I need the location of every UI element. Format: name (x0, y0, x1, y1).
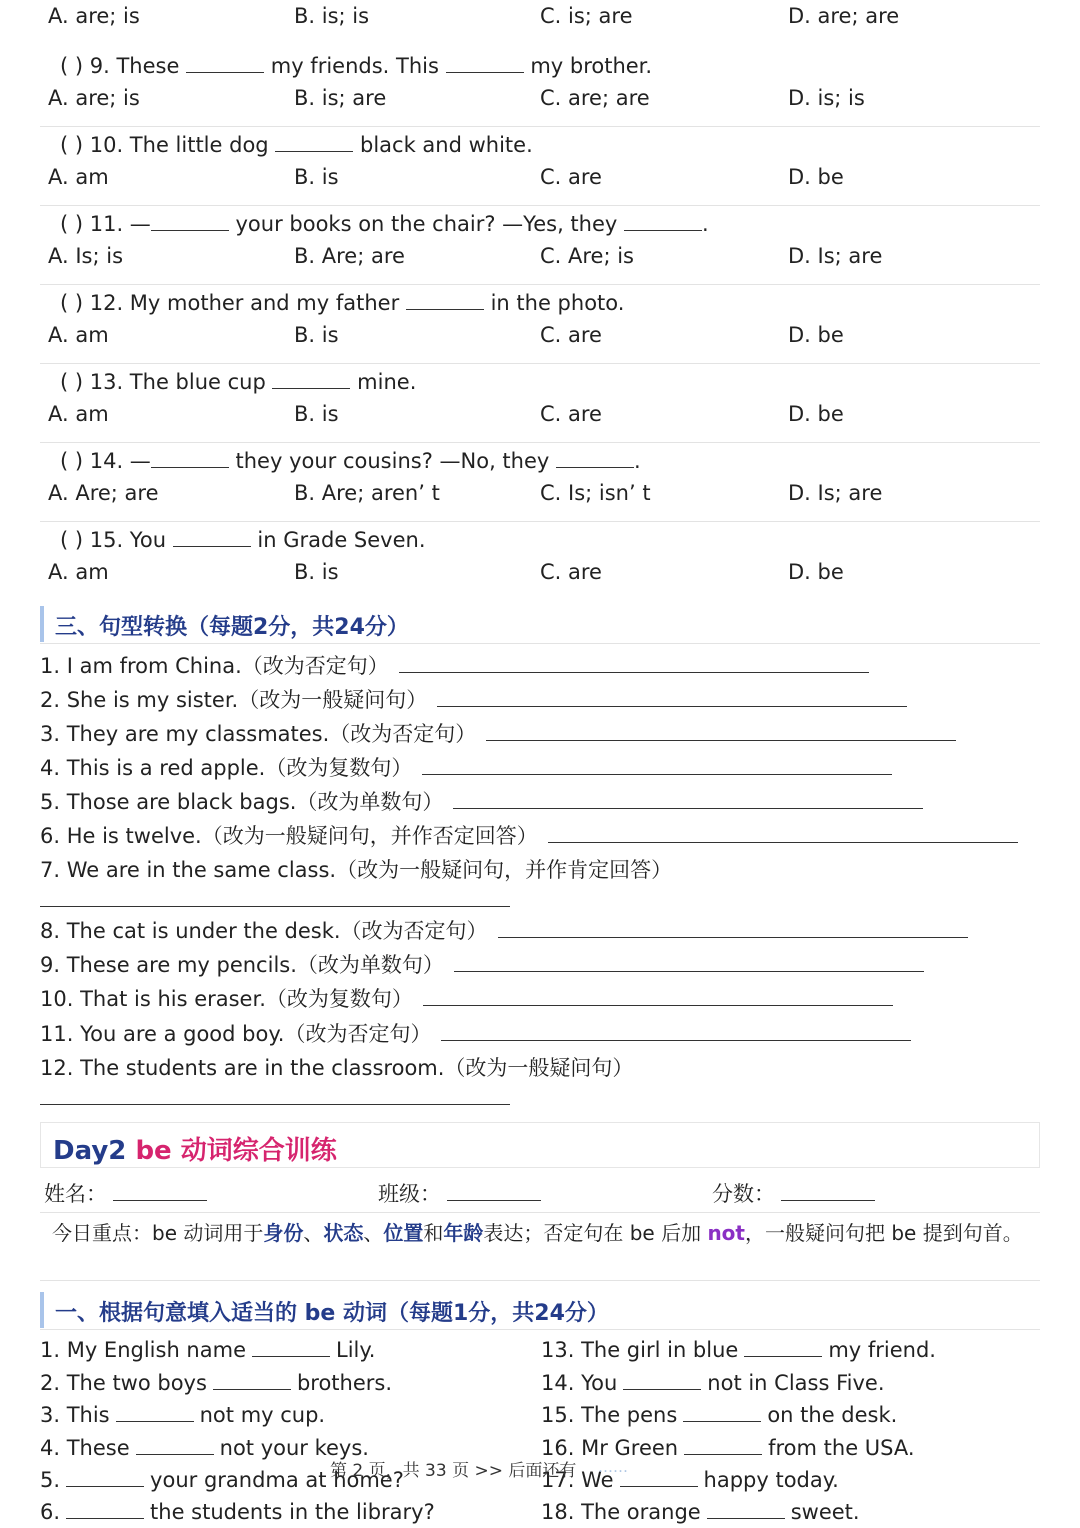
key-points-note: 今日重点：be 动词用于身份、状态、位置和年龄表达；否定句在 be 后加 not，一般疑问句把 be 提到句首。 (52, 1221, 1023, 1245)
option-d: D. Is; are (788, 481, 883, 505)
transform-item-1: 1. I am from China.（改为否定句） (40, 650, 1040, 682)
transform-item-9: 9. These are my pencils.（改为单数句） (40, 949, 1040, 981)
fill-item-13: 13. The girl in blue my friend. (541, 1338, 936, 1362)
section-1-heading: 一、根据句意填入适当的 be 动词（每题1分，共24分） (40, 1290, 1040, 1330)
option-d: D. be (788, 560, 844, 584)
question-10 (0, 127, 1080, 206)
question-12 (0, 285, 1080, 364)
answer-line (422, 757, 892, 775)
answer-line (40, 1104, 510, 1105)
question-13 (0, 364, 1080, 443)
option-c: C. are; are (540, 86, 650, 110)
question-14 (0, 443, 1080, 522)
option-d: D. be (788, 323, 844, 347)
class-blank (447, 1183, 541, 1201)
option-c: C. are (540, 323, 602, 347)
answer-blank (151, 215, 229, 231)
divider (40, 1329, 1040, 1330)
question-11 (0, 206, 1080, 285)
option-c: C. Is; isn’ t (540, 481, 651, 505)
option-b: B. Are; are (294, 244, 405, 268)
transform-item-8: 8. The cat is under the desk.（改为否定句） (40, 915, 1040, 947)
option-b: B. is (294, 165, 339, 189)
transform-item-12: 12. The students are in the classroom.（改为一般疑问句） (40, 1056, 634, 1080)
options (0, 244, 1080, 276)
options (0, 481, 1080, 513)
fill-item-4: 4. These not your keys. (40, 1436, 369, 1460)
heading-accent-bar (40, 1292, 44, 1328)
divider (40, 643, 1040, 644)
option-b: B. is; are (294, 86, 387, 110)
options (0, 86, 1080, 118)
question-15 (0, 522, 1080, 601)
option-a: A. am (48, 402, 109, 426)
transform-item-3: 3. They are my classmates.（改为否定句） (40, 718, 1040, 750)
transform-item-11: 11. You are a good boy.（改为否定句） (40, 1018, 1040, 1050)
fill-item-1: 1. My English name Lily. (40, 1338, 376, 1362)
option-d: D. are; are (788, 4, 900, 28)
transform-item-6: 6. He is twelve.（改为一般疑问句，并作否定回答） (40, 820, 1040, 852)
option-a: A. are; is (48, 86, 140, 110)
question-text: ( ) 10. The little dog black and white. (60, 133, 533, 157)
option-b: B. Are; aren’ t (294, 481, 440, 505)
watermark: …… (598, 1458, 628, 1476)
option-d: D. Is; are (788, 244, 883, 268)
answer-blank (623, 1374, 701, 1390)
answer-blank (744, 1341, 822, 1357)
options (0, 165, 1080, 197)
class-field: 班级： (378, 1178, 541, 1212)
option-d: D. be (788, 165, 844, 189)
option-c: C. is; are (540, 4, 633, 28)
answer-line (498, 920, 968, 938)
answer-blank (213, 1374, 291, 1390)
fill-item-5: 5. your grandma at home? (40, 1468, 404, 1492)
transform-item-7: 7. We are in the same class.（改为一般疑问句，并作肯定回答） (40, 858, 673, 882)
option-c: C. are (540, 560, 602, 584)
fill-item-16: 16. Mr Green from the USA. (541, 1436, 915, 1460)
answer-line (437, 689, 907, 707)
option-d: D. be (788, 402, 844, 426)
fill-item-6: 6. the students in the library? (40, 1500, 435, 1524)
answer-line (548, 825, 1018, 843)
day2-title: Day2 be 动词综合训练 (53, 1136, 337, 1166)
answer-line (486, 723, 956, 741)
fill-item-14: 14. You not in Class Five. (541, 1371, 885, 1395)
fill-item-3: 3. This not my cup. (40, 1403, 326, 1427)
answer-line (441, 1023, 911, 1041)
answer-blank (173, 531, 251, 547)
answer-blank (272, 373, 350, 389)
fill-item-2: 2. The two boys brothers. (40, 1371, 393, 1395)
option-a: A. am (48, 560, 109, 584)
answer-line (423, 988, 893, 1006)
options (0, 402, 1080, 434)
answer-blank (446, 57, 524, 73)
option-b: B. is (294, 560, 339, 584)
option-a: A. Is; is (48, 244, 124, 268)
option-c: C. are (540, 402, 602, 426)
answer-blank (684, 1439, 762, 1455)
option-a: A. are; is (48, 4, 140, 28)
question-text: ( ) 12. My mother and my father in the photo. (60, 291, 625, 315)
answer-blank (66, 1471, 144, 1487)
answer-line (399, 655, 869, 673)
answer-blank (275, 136, 353, 152)
divider (40, 1212, 1040, 1213)
answer-line (40, 906, 510, 907)
transform-item-4: 4. This is a red apple.（改为复数句） (40, 752, 1040, 784)
question-text: ( ) 11. — your books on the chair? —Yes, they . (60, 212, 709, 236)
divider (40, 1280, 1040, 1281)
answer-line (454, 954, 924, 972)
option-a: A. am (48, 165, 109, 189)
option-c: C. Are; is (540, 244, 634, 268)
answer-blank (136, 1439, 214, 1455)
question-text: ( ) 15. You in Grade Seven. (60, 528, 426, 552)
question-text: ( ) 14. — they your cousins? —No, they . (60, 449, 641, 473)
answer-blank (406, 294, 484, 310)
transform-item-10: 10. That is his eraser.（改为复数句） (40, 983, 1040, 1015)
option-a: A. Are; are (48, 481, 159, 505)
answer-blank (186, 57, 264, 73)
name-blank (113, 1183, 207, 1201)
fill-item-18: 18. The orange sweet. (541, 1500, 860, 1524)
option-b: B. is (294, 402, 339, 426)
option-c: C. are (540, 165, 602, 189)
answer-blank (683, 1406, 761, 1422)
page-footer: 第 2 页，共 33 页 >> 后面还有 (330, 1461, 577, 1481)
answer-blank (556, 452, 634, 468)
options (0, 323, 1080, 355)
answer-blank (151, 452, 229, 468)
section-3-heading: 三、句型转换（每题2分，共24分） (40, 604, 1040, 644)
name-field: 姓名： (44, 1178, 207, 1212)
answer-blank (252, 1341, 330, 1357)
question-9 (0, 48, 1080, 127)
option-b: B. is; is (294, 4, 370, 28)
option-a: A. am (48, 323, 109, 347)
answer-blank (116, 1406, 194, 1422)
fill-item-15: 15. The pens on the desk. (541, 1403, 898, 1427)
fill-item-17: 17. We happy today. (541, 1468, 839, 1492)
day2-title-box (40, 1122, 1040, 1168)
answer-line (453, 791, 923, 809)
question-text: ( ) 9. These my friends. This my brother. (60, 54, 653, 78)
option-d: D. is; is (788, 86, 865, 110)
answer-blank (624, 215, 702, 231)
question-text: ( ) 13. The blue cup mine. (60, 370, 417, 394)
answer-blank (707, 1503, 785, 1519)
q8-options (0, 4, 1080, 36)
option-b: B. is (294, 323, 339, 347)
answer-blank (66, 1503, 144, 1519)
options (0, 560, 1080, 592)
heading-accent-bar (40, 606, 44, 642)
transform-item-2: 2. She is my sister.（改为一般疑问句） (40, 684, 1040, 716)
transform-item-5: 5. Those are black bags.（改为单数句） (40, 786, 1040, 818)
score-field: 分数： (712, 1178, 875, 1212)
score-blank (781, 1183, 875, 1201)
